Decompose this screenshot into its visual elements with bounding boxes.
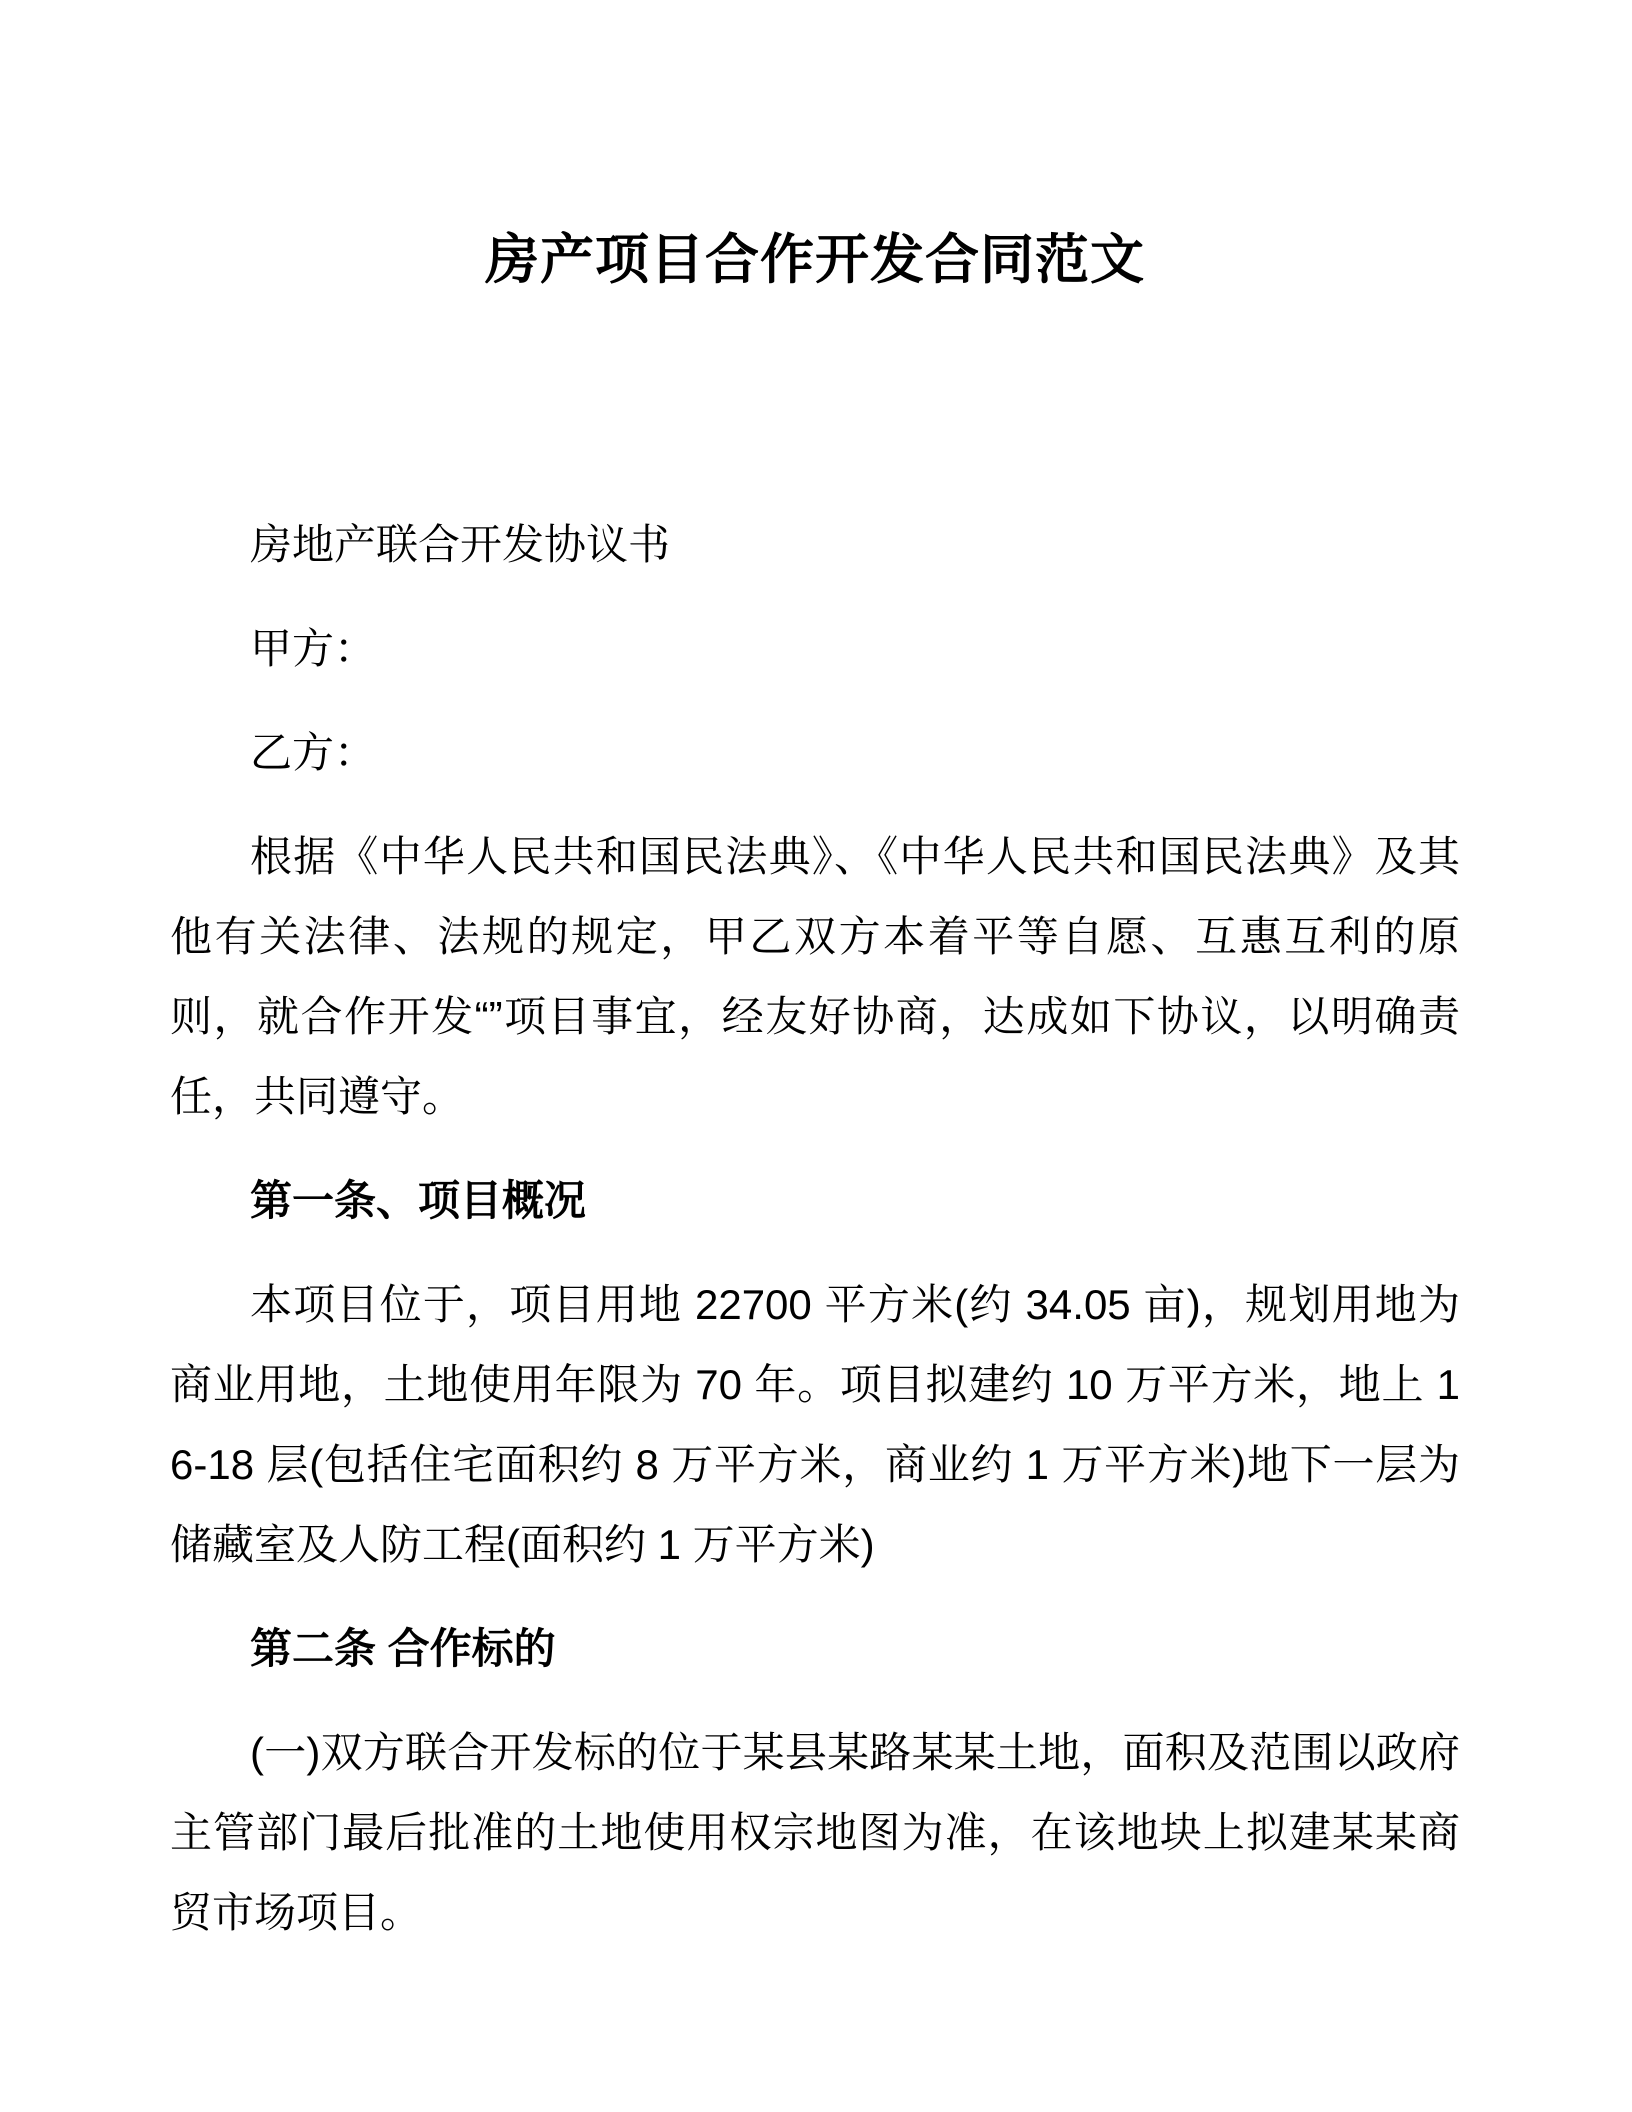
- heading-article-2-cooperation-subject: 第二条 合作标的: [250, 1625, 556, 1672]
- paragraph-party-b: 乙方：: [250, 729, 377, 776]
- paragraph-agreement-name: 房地产联合开发协议书: [250, 521, 671, 568]
- document-title: 房产项目合作开发合同范文: [485, 230, 1145, 290]
- heading-article-1-project-overview: 第一条、项目概况: [250, 1177, 587, 1224]
- paragraph-preamble: 根据《中华人民共和国民法典》、《中华人民共和国民法典》及其他有关法律、法规的规定，甲乙双方本着平等自愿、互惠互利的原则，就合作开发“”项目事宜，经友好协商，达成如下协议，以明确责任，共同遵守。: [170, 833, 1460, 1120]
- paragraph-cooperation-subject: (一)双方联合开发标的位于某县某路某某土地，面积及范围以政府主管部门最后批准的土地使用权宗地图为准，在该地块上拟建某某商贸市场项目。: [170, 1729, 1460, 1936]
- paragraph-party-a: 甲方：: [250, 625, 377, 672]
- paragraph-project-overview: 本项目位于，项目用地 22700 平方米(约 34.05 亩)，规划用地为商业用地，土地使用年限为 70 年。项目拟建约 10 万平方米，地上 16-18 层(包括住宅面积约 8 万平方米，商业约 1 万平方米)地下一层为储藏室及人防工程(面积约 1 万平方米): [170, 1281, 1460, 1568]
